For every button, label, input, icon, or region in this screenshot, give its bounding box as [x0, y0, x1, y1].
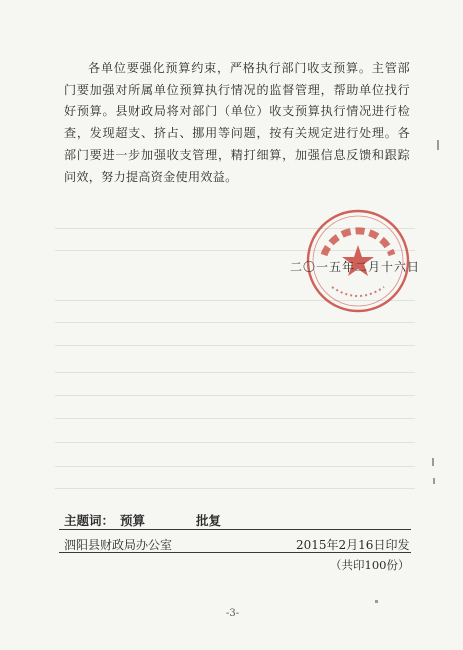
- scan-speck: [437, 140, 439, 150]
- show-through-line: [55, 418, 415, 419]
- subject-label: 主题词：: [64, 513, 115, 528]
- scan-speck: [432, 458, 434, 466]
- show-through-line: [55, 395, 415, 396]
- issuing-office: 泗阳县财政局办公室: [64, 538, 173, 552]
- scan-speck: [433, 478, 435, 484]
- signature-date: 二〇一五年二月十六日: [290, 260, 421, 274]
- show-through-line: [55, 372, 415, 373]
- divider-line: [59, 529, 411, 530]
- show-through-line: [55, 488, 415, 489]
- scan-speck: [375, 600, 378, 603]
- page-number: -3-: [226, 608, 240, 619]
- issue-date: 2015年2月16日印发: [296, 538, 410, 552]
- show-through-line: [55, 322, 415, 323]
- show-through-line: [55, 345, 415, 346]
- copy-count: （共印100份）: [330, 558, 410, 572]
- subject-keywords: [64, 511, 222, 529]
- show-through-line: [55, 466, 415, 467]
- keyword: 批复: [196, 513, 222, 528]
- show-through-line: [55, 442, 415, 443]
- body-paragraph: 各单位要强化预算约束，严格执行部门收支预算。主管部门要加强对所属单位预算执行情况的监督管理，帮助单位找行好预算。县财政局将对部门（单位）收支预算执行情况进行检查，发现超支、挤占、挪用等问题，按有关规定进行处理。各部门要进一步加强收支管理，精打细算，加强信息反馈和跟踪问效，努力提高资金使用效益。: [64, 61, 410, 184]
- keyword: 预算: [120, 513, 146, 528]
